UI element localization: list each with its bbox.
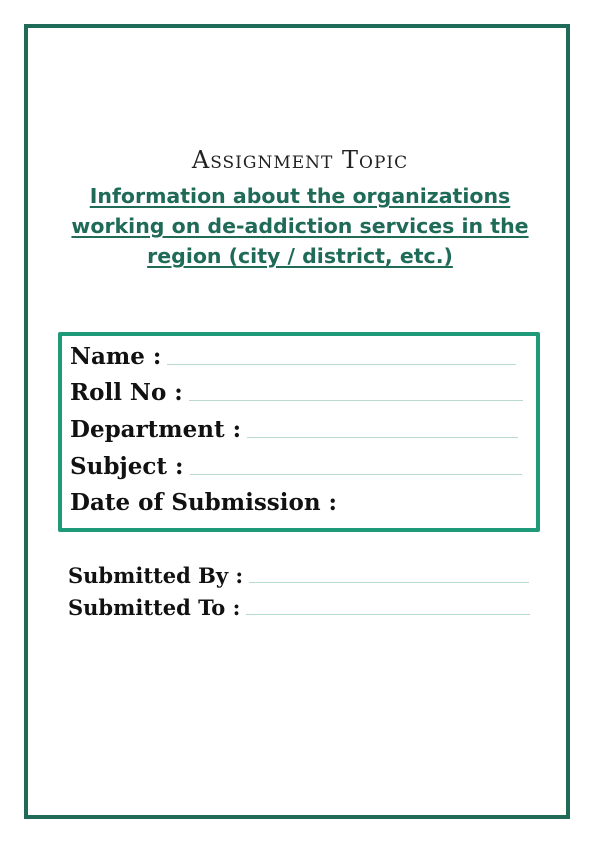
subject-field-line[interactable] xyxy=(190,473,523,475)
roll-no-field-line[interactable] xyxy=(189,399,523,401)
submitted-to-label: Submitted To : xyxy=(68,595,241,620)
submitted-to-field-line[interactable] xyxy=(246,613,530,615)
name-label: Name : xyxy=(70,343,162,370)
subject-row xyxy=(70,453,522,480)
department-field-line[interactable] xyxy=(247,436,518,438)
department-label: Department : xyxy=(70,416,242,443)
submitted-to-row xyxy=(68,595,530,620)
assignment-topic-title: Information about the organizations working on de-addiction services in the region (city / district, etc.) xyxy=(71,184,529,268)
subject-label: Subject : xyxy=(70,453,184,480)
assignment-heading: Assignment Topic xyxy=(191,146,409,174)
date-of-submission-label: Date of Submission : xyxy=(70,489,338,516)
date-row xyxy=(70,489,337,516)
name-row xyxy=(70,343,516,370)
roll-no-label: Roll No : xyxy=(70,379,183,406)
submitted-by-label: Submitted By : xyxy=(68,563,244,588)
submitted-by-row xyxy=(68,563,529,588)
name-field-line[interactable] xyxy=(167,363,516,365)
roll-no-row xyxy=(70,379,523,406)
department-row xyxy=(70,416,518,443)
submitted-by-field-line[interactable] xyxy=(249,581,529,583)
